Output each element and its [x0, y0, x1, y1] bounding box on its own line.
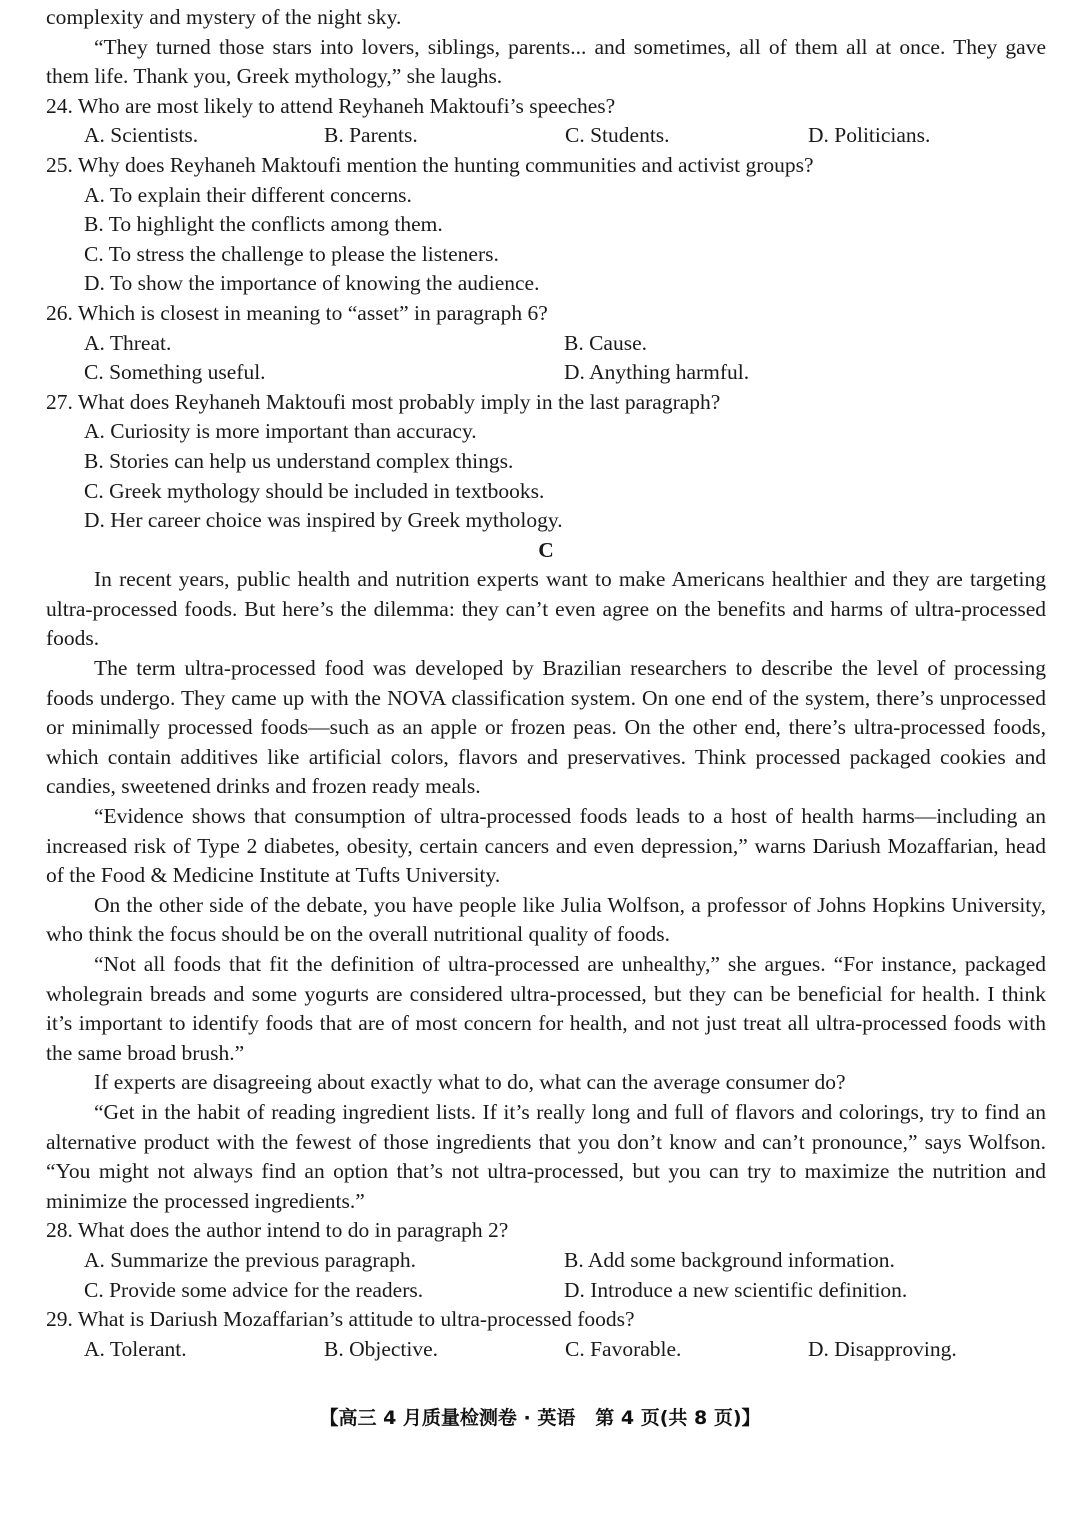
- option-b[interactable]: B. Stories can help us understand complex things.: [84, 448, 514, 473]
- option-a[interactable]: A. Curiosity is more important than accuracy.: [84, 419, 477, 444]
- option-d[interactable]: D. Politicians.: [808, 123, 931, 148]
- footer-exam-title: 高三 4 月质量检测卷: [338, 1407, 517, 1429]
- question-27: [46, 388, 1046, 418]
- question-stem: Which is closest in meaning to “asset” in paragraph 6?: [77, 300, 548, 325]
- option-a[interactable]: A. To explain their different concerns.: [84, 182, 412, 207]
- option-c[interactable]: C. Favorable.: [565, 1336, 682, 1361]
- option-d[interactable]: D. To show the importance of knowing the audience.: [84, 271, 540, 296]
- question-number: 28.: [46, 1218, 73, 1243]
- option-b[interactable]: B. Add some background information.: [564, 1247, 895, 1272]
- section-heading-c: C: [538, 537, 554, 562]
- passage-c-paragraph-7: “Get in the habit of reading ingredient lists. If it’s really long and full of flavors and colorings, try to find an alternative product with the fewest of those ingredients that you don’t know and can’t pronounce,” says Wolfson. “You might not always find an option that’s not ultra-processed, but you can try to maximize the nutrition and minimize the processed ingredients.”: [46, 1099, 1046, 1213]
- question-24-options: [46, 121, 1046, 151]
- question-28: [46, 1216, 1046, 1246]
- option-d[interactable]: D. Anything harmful.: [564, 360, 750, 385]
- question-stem: Why does Reyhaneh Maktoufi mention the hunting communities and activist groups?: [77, 152, 814, 177]
- option-c[interactable]: C. Students.: [565, 123, 670, 148]
- passage-c-paragraph-6: If experts are disagreeing about exactly what to do, what can the average consumer do?: [94, 1070, 846, 1095]
- exam-page: [46, 0, 1046, 1364]
- question-number: 24.: [46, 93, 73, 118]
- question-28-options: [46, 1246, 1046, 1305]
- passage-b-last-line: complexity and mystery of the night sky.: [46, 5, 402, 29]
- question-stem: What does Reyhaneh Maktoufi most probably imply in the last paragraph?: [77, 389, 721, 414]
- footer-separator: ·: [516, 1407, 538, 1429]
- footer-page-info: 第 4 页(共 8 页): [595, 1407, 742, 1429]
- passage-c-paragraph-3: “Evidence shows that consumption of ultra-processed foods leads to a host of health harms—including an increased risk of Type 2 diabetes, obesity, certain cancers and even depression,” warns Dariush Mozaffarian, head of the Food & Medicine Institute at Tufts University.: [46, 804, 1046, 888]
- option-a[interactable]: A. Summarize the previous paragraph.: [84, 1247, 416, 1272]
- question-29: [46, 1305, 1046, 1335]
- option-d[interactable]: D. Introduce a new scientific definition.: [564, 1277, 908, 1302]
- footer-subject: 英语: [537, 1407, 576, 1429]
- question-stem: What is Dariush Mozaffarian’s attitude to ultra-processed foods?: [77, 1307, 635, 1332]
- question-number: 29.: [46, 1307, 73, 1332]
- question-24: [46, 92, 1046, 122]
- passage-c-paragraph-5: “Not all foods that fit the definition of ultra-processed are unhealthy,” she argues. “For instance, packaged wholegrain breads and some yogurts are considered ultra-processed, but they can be beneficial for health. I think it’s important to identify foods that are of most concern for health, and not just treat all ultra-processed foods with the same broad brush.”: [46, 952, 1046, 1065]
- passage-b-quote-paragraph: “They turned those stars into lovers, siblings, parents... and sometimes, all of them all at once. They gave them life. Thank you, Greek mythology,” she laughs.: [46, 34, 1046, 89]
- option-b[interactable]: B. Cause.: [564, 330, 648, 355]
- question-stem: Who are most likely to attend Reyhaneh Maktoufi’s speeches?: [77, 93, 616, 118]
- page-footer: [0, 1404, 1080, 1432]
- passage-c-paragraph-1: In recent years, public health and nutrition experts want to make Americans healthier and they are targeting ultra-processed foods. But here’s the dilemma: they can’t even agree on the benefits and harms of ultra-processed foods.: [46, 567, 1046, 651]
- question-26: [46, 299, 1046, 329]
- passage-c-paragraph-2: The term ultra-processed food was developed by Brazilian researchers to describe the level of processing foods undergo. They came up with the NOVA classification system. On one end of the system, there’s unprocessed or minimally processed foods—such as an apple or frozen peas. On the other end, there’s ultra-processed foods, which contain additives like artificial colors, flavors and preservatives. Think processed packaged cookies and candies, sweetened drinks and frozen ready meals.: [46, 656, 1046, 799]
- question-number: 27.: [46, 389, 73, 414]
- option-c[interactable]: C. Something useful.: [84, 360, 266, 385]
- question-stem: What does the author intend to do in paragraph 2?: [77, 1218, 509, 1243]
- option-a[interactable]: A. Scientists.: [84, 123, 199, 148]
- option-b[interactable]: B. To highlight the conflicts among them.: [84, 212, 443, 237]
- option-d[interactable]: D. Her career choice was inspired by Greek mythology.: [84, 508, 563, 533]
- option-c[interactable]: C. Provide some advice for the readers.: [84, 1277, 424, 1302]
- question-number: 25.: [46, 152, 73, 177]
- footer-open-bracket: 【: [319, 1407, 339, 1429]
- passage-c-paragraph-4: On the other side of the debate, you have people like Julia Wolfson, a professor of Johns Hopkins University, who think the focus should be on the overall nutritional quality of foods.: [46, 892, 1046, 947]
- option-d[interactable]: D. Disapproving.: [808, 1336, 957, 1361]
- option-a[interactable]: A. Tolerant.: [84, 1336, 187, 1361]
- option-b[interactable]: B. Objective.: [324, 1336, 439, 1361]
- option-c[interactable]: C. To stress the challenge to please the listeners.: [84, 241, 499, 266]
- option-c[interactable]: C. Greek mythology should be included in textbooks.: [84, 478, 545, 503]
- question-25: [46, 151, 1046, 181]
- footer-close-bracket: 】: [741, 1407, 761, 1429]
- question-26-options: [46, 329, 1046, 388]
- question-number: 26.: [46, 300, 73, 325]
- option-b[interactable]: B. Parents.: [324, 123, 418, 148]
- option-a[interactable]: A. Threat.: [84, 330, 172, 355]
- question-29-options: [46, 1335, 1046, 1365]
